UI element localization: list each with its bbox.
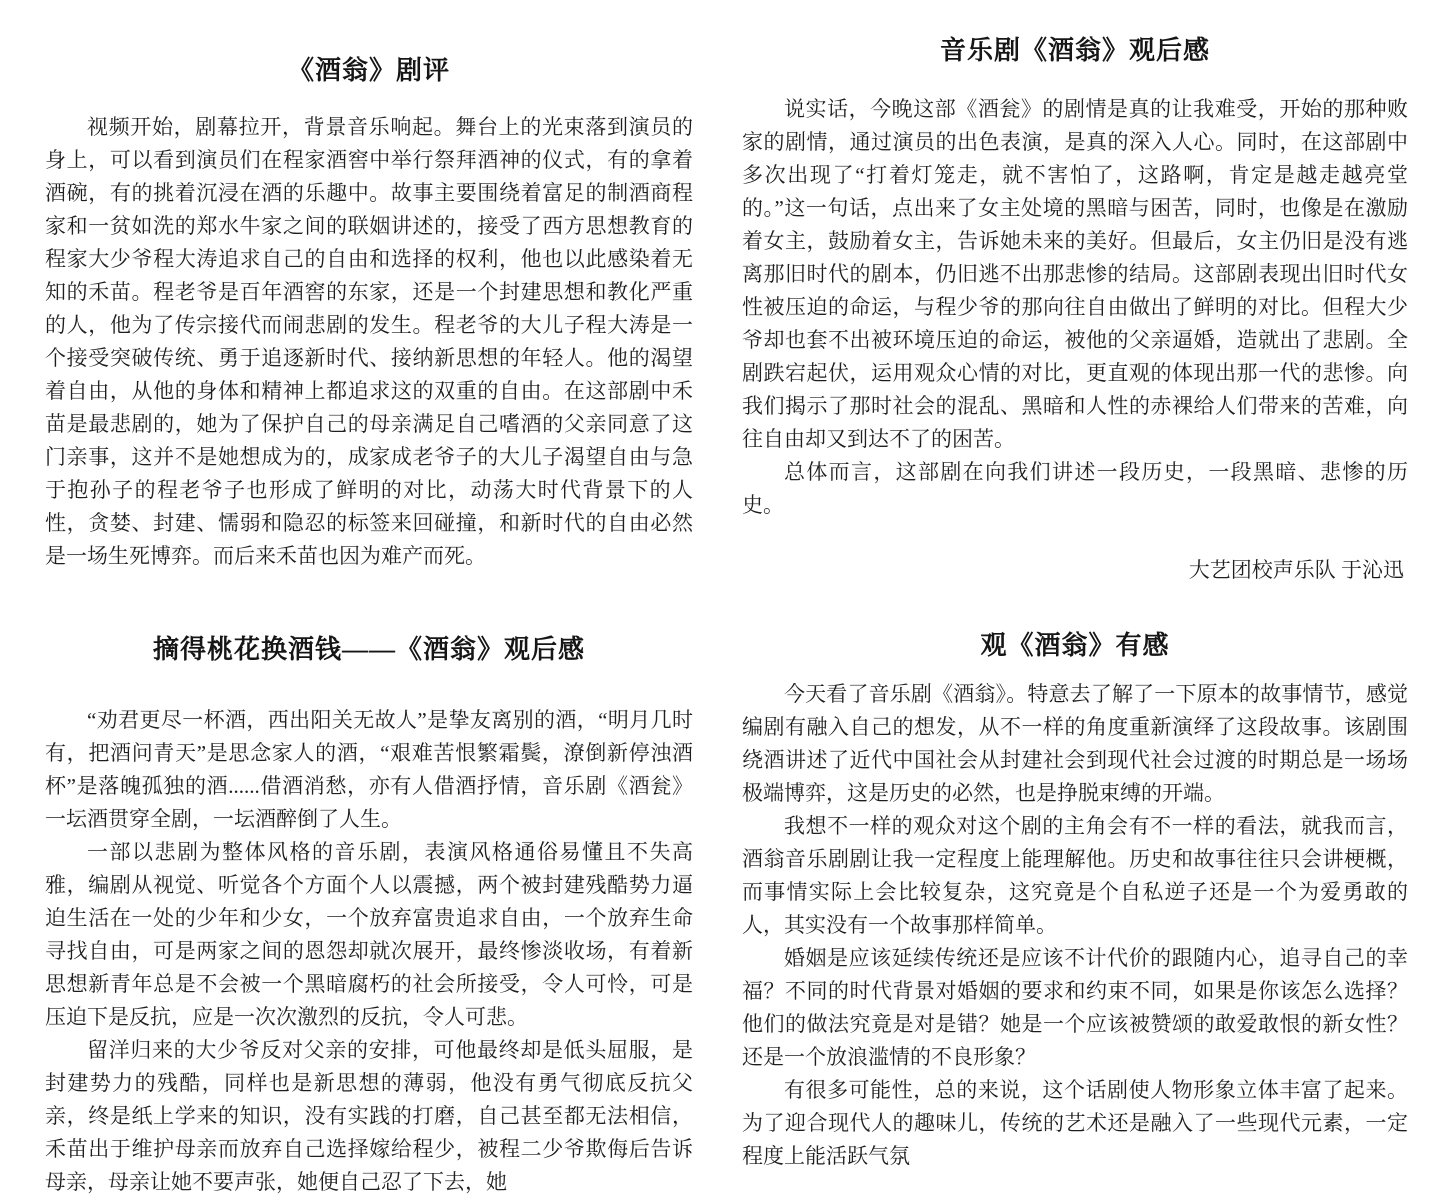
left-section-2-paragraph: “劝君更尽一杯酒，西出阳关无故人”是挚友离别的酒，“明月几时有，把酒问青天”是思念家人的酒，“艰难苦恨繁霜鬓，潦倒新停浊酒杯”是落魄孤独的酒......借酒消愁，亦有人借酒抒情，音乐剧《酒瓮》一坛酒贯穿全剧，一坛酒醉倒了人生。 bbox=[45, 708, 693, 831]
left-section-2-paragraph: 一部以悲剧为整体风格的音乐剧，表演风格通俗易懂且不失高雅，编剧从视觉、听觉各个方面个人以震撼，两个被封建残酷势力逼迫生活在一处的少年和少女，一个放弃富贵追求自由，一个放弃生命寻找自由，可是两家之间的恩怨却就次展开，最终惨淡收场，有着新思想新青年总是不会被一个黑暗腐朽的社会所接受，令人可怜，可是压迫下是反抗，应是一次次激烈的反抗，令人可悲。 bbox=[45, 840, 693, 1029]
author-attribution: 大艺团校声乐队 于沁迅 bbox=[1188, 558, 1404, 582]
right-section-1-title: 音乐剧《酒翁》观后感 bbox=[939, 36, 1210, 65]
right-section-1-paragraph: 总体而言，这部剧在向我们讲述一段历史，一段黑暗、悲惨的历史。 bbox=[742, 460, 1408, 517]
left-section-2-paragraph: 留洋归来的大少爷反对父亲的安排，可他最终却是低头屈服，是封建势力的残酷，同样也是新思想的薄弱，他没有勇气彻底反抗父亲，终是纸上学来的知识，没有实践的打磨，自己甚至都无法相信，禾苗出于维护母亲而放弃自己选择嫁给程少，被程二少爷欺侮后告诉母亲，母亲让她不要声张，她便自己忍了下去，她 bbox=[45, 1038, 693, 1194]
left-section-2-title: 摘得桃花换酒钱——《酒翁》观后感 bbox=[152, 635, 585, 664]
right-section-2-paragraph: 我想不一样的观众对这个剧的主角会有不一样的看法，就我而言，酒翁音乐剧剧让我一定程度上能理解他。历史和故事往往只会讲梗概，而事情实际上会比较复杂，这究竟是个自私逆子还是一个为爱勇敢的人，其实没有一个故事那样简单。 bbox=[742, 814, 1408, 937]
left-page bbox=[45, 50, 693, 1199]
right-section-2-paragraph: 今天看了音乐剧《酒翁》。特意去了解了一下原本的故事情节，感觉编剧有融入自己的想发，从不一样的角度重新演绎了这段故事。该剧围绕酒讲述了近代中国社会从封建社会到现代社会过渡的时期总是一场场极端博弈，这是历史的必然，也是挣脱束缚的开端。 bbox=[742, 682, 1408, 805]
right-page bbox=[742, 30, 1408, 1173]
right-section-2-paragraph: 婚姻是应该延续传统还是应该不计代价的跟随内心，追寻自己的幸福？不同的时代背景对婚姻的要求和约束不同，如果是你该怎么选择？他们的做法究竟是对是错？她是一个应该被赞颂的敢爱敢恨的新女性？还是一个放浪滥情的不良形象？ bbox=[742, 946, 1408, 1069]
right-section-1-paragraph: 说实话，今晚这部《酒瓮》的剧情是真的让我难受，开始的那种败家的剧情，通过演员的出色表演，是真的深入人心。同时，在这部剧中多次出现了“打着灯笼走，就不害怕了，这路啊，肯定是越走越亮堂的。”这一句话，点出来了女主处境的黑暗与困苦，同时，也像是在激励着女主，鼓励着女主，告诉她未来的美好。但最后，女主仍旧是没有逃离那旧时代的剧本，仍旧逃不出那悲惨的结局。这部剧表现出旧时代女性被压迫的命运，与程少爷的那向往自由做出了鲜明的对比。但程大少爷却也套不出被环境压迫的命运，被他的父亲逼婚，造就出了悲剧。全剧跌宕起伏，运用观众心情的对比，更直观的体现出那一代的悲惨。向我们揭示了那时社会的混乱、黑暗和人性的赤裸给人们带来的苦难，向往自由却又到达不了的困苦。 bbox=[742, 97, 1408, 451]
right-section-2-paragraph: 有很多可能性，总的来说，这个话剧使人物形象立体丰富了起来。为了迎合现代人的趣味儿，传统的艺术还是融入了一些现代元素，一定程度上能活跃气氛 bbox=[742, 1078, 1408, 1168]
right-section-2-title: 观《酒翁》有感 bbox=[980, 631, 1170, 660]
left-section-1-title: 《酒翁》剧评 bbox=[287, 56, 450, 85]
left-section-1-paragraph: 视频开始，剧幕拉开，背景音乐响起。舞台上的光束落到演员的身上，可以看到演员们在程家酒窖中举行祭拜酒神的仪式，有的拿着酒碗，有的挑着沉浸在酒的乐趣中。故事主要围绕着富足的制酒商程家和一贫如洗的郑水牛家之间的联姻讲述的，接受了西方思想教育的程家大少爷程大涛追求自己的自由和选择的权利，他也以此感染着无知的禾苗。程老爷是百年酒窖的东家，还是一个封建思想和教化严重的人，他为了传宗接代而闹悲剧的发生。程老爷的大儿子程大涛是一个接受突破传统、勇于追逐新时代、接纳新思想的年轻人。他的渴望着自由，从他的身体和精神上都追求这的双重的自由。在这部剧中禾苗是最悲剧的，她为了保护自己的母亲满足自己嗜酒的父亲同意了这门亲事，这并不是她想成为的，成家成老爷子的大儿子渴望自由与急于抱孙子的程老爷子也形成了鲜明的对比，动荡大时代背景下的人性，贪婪、封建、懦弱和隐忍的标签来回碰撞，和新时代的自由必然是一场生死博弈。而后来禾苗也因为难产而死。 bbox=[45, 115, 693, 568]
